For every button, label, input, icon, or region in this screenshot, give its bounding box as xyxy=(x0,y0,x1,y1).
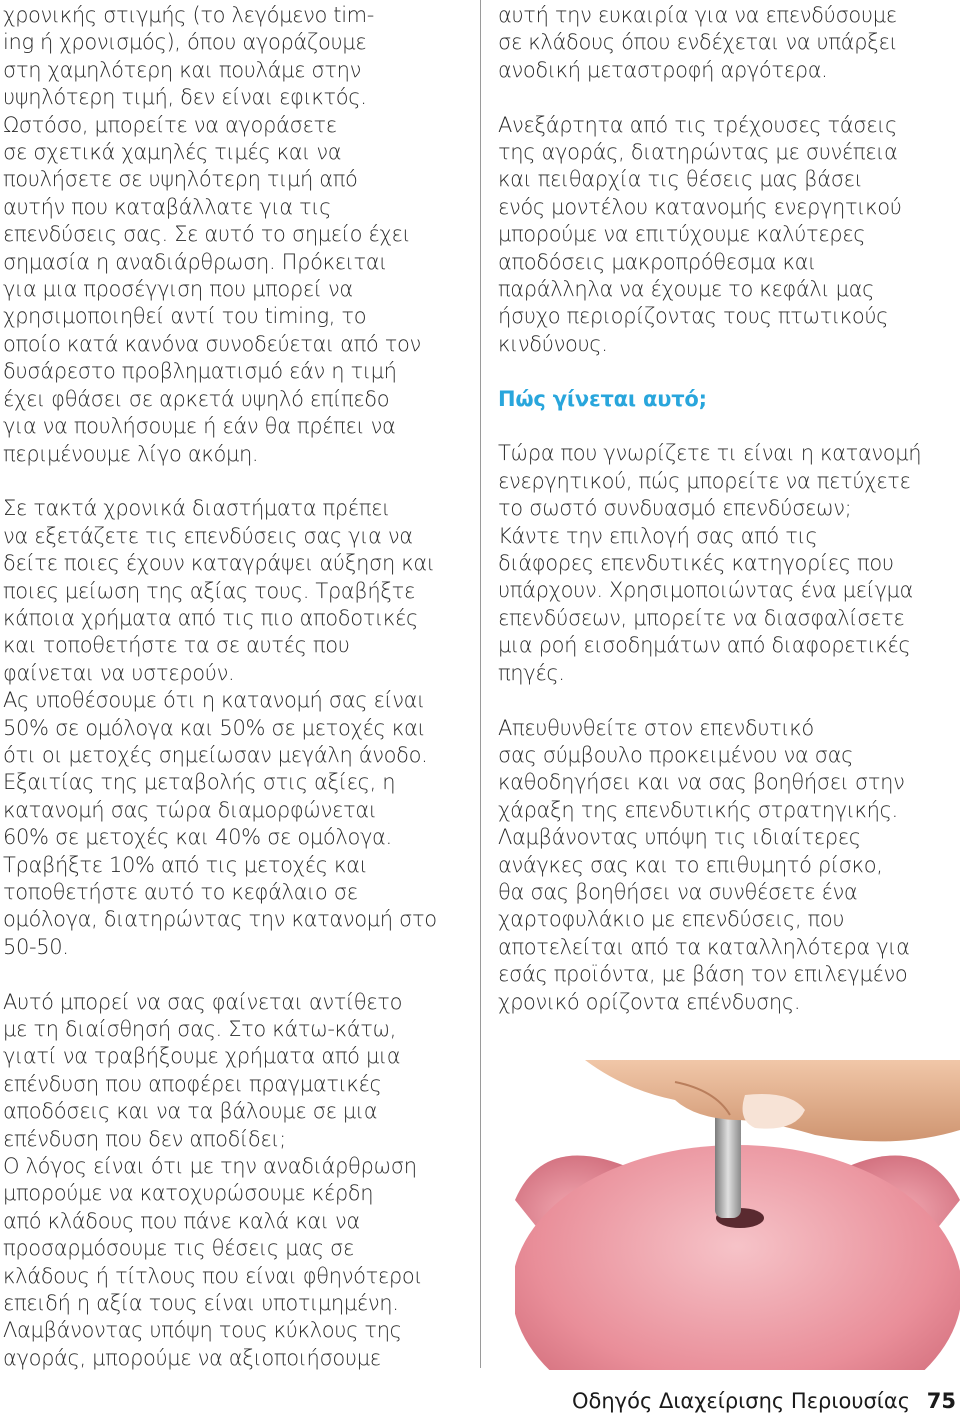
left-column xyxy=(3,2,471,1372)
piggy-bank-icon xyxy=(515,1060,960,1370)
footer-title: Οδηγός Διαχείρισης Περιουσίας xyxy=(571,1389,911,1413)
right-column xyxy=(498,2,953,1016)
left-paragraph-2: Σε τακτά χρονικά διαστήματα πρέπει να εξετάζετε τις επενδύσεις σας για να δείτε ποιες έχουν καταγράψει αύξηση και ποιες μείωση της αξίας τους. Τραβήξτε κάποια χρήματα από τις πιο αποδοτικές και τοποθετήστε τα σε αυτές που φαίνεται να υστερούν. Ας υποθέσουμε ότι η κατανομή σας είναι 50% σε ομόλογα και 50% σε μετοχές και ότι οι μετοχές σημείωσαν μεγάλη άνοδο. Εξαιτίας της μεταβολής στις αξίες, η κατανομή σας τώρα διαμορφώνεται 60% σε μετοχές και 40% σε ομόλογα. Τραβήξτε 10% από τις μετοχές και τοποθετήστε αυτό το κεφάλαιο σε ομόλογα, διατηρώντας την κατανομή στο 50-50. xyxy=(3,496,437,959)
column-divider xyxy=(480,0,481,1368)
left-paragraph-1: χρονικής στιγμής (το λεγόμενο tim- ing ή χρονισμός), όπου αγοράζουμε στη χαμηλότερη και πουλάμε στην υψηλότερη τιμή, δεν είναι εφικτός. Ωστόσο, μπορείτε να αγοράσετε σε σχετικά χαμηλές τιμές και να πουλήσετε σε υψηλότερη τιμή από αυτήν που καταβάλλατε για τις επενδύσεις σας. Σε αυτό το σημείο έχει σημασία η αναδιάρθρωση. Πρόκειται για μια προσέγγιση που μπορεί να χρησιμοποιηθεί αντί του timing, το οποίο κατά κανόνα συνοδεύεται από τον δυσάρεστο προβληματισμό εάν η τιμή έχει φθάσει σε αρκετά υψηλό επίπεδο για να πουλήσουμε ή εάν θα πρέπει να περιμένουμε λίγο ακόμη. xyxy=(3,3,421,466)
left-paragraph-3: Αυτό μπορεί να σας φαίνεται αντίθετο με τη διαίσθησή σας. Στο κάτω-κάτω, γιατί να τραβήξουμε χρήματα από μια επένδυση που αποφέρει πραγματικές αποδόσεις και να τα βάλουμε σε μια επένδυση που δεν αποδίδει; Ο λόγος είναι ότι με την αναδιάρθρωση μπορούμε να κατοχυρώσουμε κέρδη από κλάδους που πάνε καλά και να προσαρμόσουμε τις θέσεις μας σε κλάδους ή τίτλους που είναι φθηνότεροι επειδή η αξία τους είναι υποτιμημένη. Λαμβάνοντας υπόψη τους κύκλους της αγοράς, μπορούμε να αξιοποιήσουμε xyxy=(3,989,423,1370)
right-paragraph-4: Απευθυνθείτε στον επενδυτικό σας σύμβουλο προκειμένου να σας καθοδηγήσει και να σας βοηθήσει στην χάραξη της επενδυτικής στρατηγικής. Λαμβάνοντας υπόψη τις ιδιαίτερες ανάγκες σας και το επιθυμητό ρίσκο, θα σας βοηθήσει να συνθέσετε ένα χαρτοφυλάκιο με επενδύσεις, που αποτελείται από τα καταλληλότερα για εσάς προϊόντα, με βάση τον επιλεγμένο χρονικό ορίζοντα επένδυσης. xyxy=(498,715,910,1014)
right-paragraph-2: Ανεξάρτητα από τις τρέχουσες τάσεις της αγοράς, διατηρώντας με συνέπεια και πειθαρχία τις θέσεις μας βάσει ενός μοντέλου κατανομής ενεργητικού μπορούμε να επιτύχουμε καλύτερες αποδόσεις μακροπρόθεσμα και παράλληλα να έχουμε το κεφάλι μας ήσυχο περιορίζοντας τους πτωτικούς κινδύνους. xyxy=(498,112,902,356)
paragraph-spacer xyxy=(498,687,953,714)
section-heading: Πώς γίνεται αυτό; xyxy=(498,386,707,411)
paragraph-spacer xyxy=(498,358,953,385)
paragraph-spacer xyxy=(3,468,471,495)
right-paragraph-1: αυτή την ευκαιρία για να επενδύσουμε σε κλάδους όπου ενδέχεται να υπάρξει ανοδική μεταστροφή αργότερα. xyxy=(498,3,898,82)
piggy-bank-illustration xyxy=(515,1060,960,1370)
paragraph-spacer xyxy=(498,413,953,440)
page-number: 75 xyxy=(926,1389,956,1413)
paragraph-spacer xyxy=(3,961,471,988)
paragraph-spacer xyxy=(498,84,953,111)
right-paragraph-3: Τώρα που γνωρίζετε τι είναι η κατανομή ενεργητικού, πώς μπορείτε να πετύχετε το σωστό συνδυασμό επενδύσεων; Κάντε την επιλογή σας από τις διάφορες επενδυτικές κατηγορίες που υπάρχουν. Χρησιμοποιώντας ένα μείγμα επενδύσεων, μπορείτε να διασφαλίσετε μια ροή εισοδημάτων από διαφορετικές πηγές. xyxy=(498,441,922,685)
page-footer xyxy=(572,1386,956,1416)
